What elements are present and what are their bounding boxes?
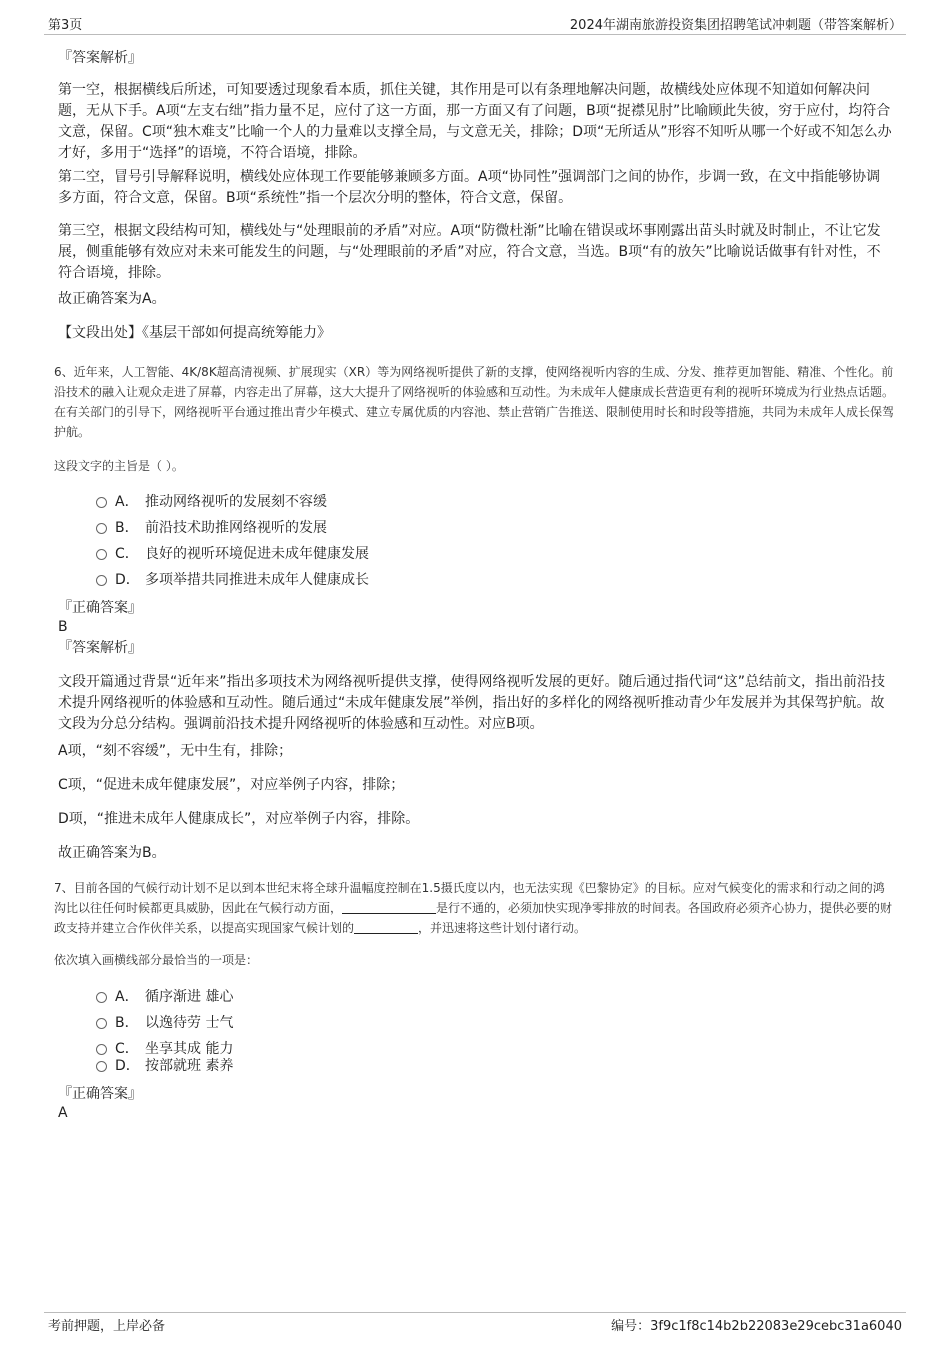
q5-analysis-p2: 第二空，冒号引导解释说明，横线处应体现工作要能够兼顾多方面。A项“协同性”强调部门之间的协作，步调一致，在文中指能够协调多方面，符合文意，保留。B项“系统性”指一个层次分明的整体，符合文意，保留。 <box>58 169 881 206</box>
q6-answer-title: 『正确答案』 <box>58 600 142 616</box>
q6-stem: 6、近年来，人工智能、4K/8K超高清视频、扩展现实（XR）等为网络视听提供了新的支撑，使网络视听内容的生成、分发、推荐更加智能、精准、个性化。前沿技术的融入让观众走进了屏幕，内容走出了屏幕，这大大提升了网络视听的体验感和互动性。为未成年人健康成长营造更有利的视听环境成为行业热点话题。在有关部门的引导下，网络视听平台通过推出青少年模式、建立专属优质的内容池、禁止营销广告推送、限制使用时长和时段等措施，共同为未成年人成长保驾护航。 <box>54 365 895 439</box>
footer-slogan: 考前押题，上岸必备 <box>48 1319 166 1334</box>
radio-icon[interactable] <box>96 523 107 534</box>
radio-icon[interactable] <box>96 992 107 1003</box>
q6-answer: B <box>58 619 68 635</box>
q7-question: 依次填入画横线部分最恰当的一项是： <box>54 953 259 967</box>
radio-icon[interactable] <box>96 497 107 508</box>
q6-option-a[interactable]: A． 推动网络视听的发展刻不容缓 <box>96 492 327 512</box>
radio-icon[interactable] <box>96 1018 107 1029</box>
blank-2 <box>354 921 418 934</box>
q6-analysis-a: A项，“刻不容缓”，无中生有，排除； <box>58 743 293 759</box>
page-footer <box>44 1312 906 1335</box>
q6-analysis-d: D项，“推进未成年人健康成长”，对应举例子内容，排除。 <box>58 811 420 827</box>
q6-analysis-title: 『答案解析』 <box>58 640 142 656</box>
q5-analysis-p1: 第一空，根据横线后所述，可知要透过现象看本质，抓住关键，其作用是可以有条理地解决问题，故横线处应体现不知道如何解决问题，无从下手。A项“左支右绌”指力量不足，应付了这一方面，那一方面又有了问题，B项“捉襟见肘”比喻顾此失彼，穷于应付，均符合文意，保留。C项“独木难支”比喻一个人的力量难以支撑全局，与文意无关，排除；D项“无所适从”形容不知听从哪一个好或不知怎么办才好，多用于“选择”的语境，不符合语境，排除。 <box>58 82 892 161</box>
q6-analysis-p1: 文段开篇通过背景“近年来”指出多项技术为网络视听提供支撑，使得网络视听发展的更好。随后通过指代词“这”总结前文，指出前沿技术提升网络视听的体验感和互动性。随后通过“未成年健康发展”举例，指出好的多样化的网络视听推动青少年发展并为其保驾护航。故文段为分总分结构。强调前沿技术提升网络视听的体验感和互动性。对应B项。 <box>58 674 886 732</box>
q6-question: 这段文字的主旨是（ ）。 <box>54 459 184 473</box>
q5-source: 【文段出处】《基层干部如何提高统筹能力》 <box>58 325 331 341</box>
blank-1 <box>342 901 436 914</box>
q7-stem: 7、目前各国的气候行动计划不足以到本世纪末将全球升温幅度控制在1.5摄氏度以内，也无法实现《巴黎协定》的目标。应对气候变化的需求和行动之间的鸿沟比以往任何时候都更具威胁，因此在气候行动方面， 是行不通的，必须加快实现净零排放的时间表。各国政府必须齐心协力，提供必要的财政支持并建立合作伙伴关系，以提高实现国家气候计划的 ，并迅速将这些计划付诸行动。 <box>54 881 893 935</box>
q7-option-d[interactable]: D． 按部就班 素养 <box>96 1056 233 1076</box>
q6-option-d[interactable]: D． 多项举措共同推进未成年人健康成长 <box>96 570 369 590</box>
q6-option-c[interactable]: C． 良好的视听环境促进未成年健康发展 <box>96 544 369 564</box>
document-title: 2024年湖南旅游投资集团招聘笔试冲刺题（带答案解析） <box>569 18 902 33</box>
radio-icon[interactable] <box>96 1044 107 1055</box>
q7-option-a[interactable]: A． 循序渐进 雄心 <box>96 987 233 1007</box>
q5-analysis-p3: 第三空，根据文段结构可知，横线处与“处理眼前的矛盾”对应。A项“防微杜渐”比喻在错误或坏事刚露出苗头时就及时制止，不让它发展，侧重能够有效应对未来可能发生的问题，与“处理眼前的矛盾”对应，符合文意，当选。B项“有的放矢”比喻说话做事有针对性，不符合语境，排除。 <box>58 223 881 281</box>
document-code: 编号：3f9c1f8c14b2b22083e29cebc31a6040 <box>611 1319 902 1334</box>
page-header <box>44 14 906 35</box>
page-number: 第3页 <box>48 18 83 33</box>
q6-option-b[interactable]: B． 前沿技术助推网络视听的发展 <box>96 518 327 538</box>
q5-conclusion: 故正确答案为A。 <box>58 291 166 307</box>
q7-answer-title: 『正确答案』 <box>58 1086 142 1102</box>
radio-icon[interactable] <box>96 1061 107 1072</box>
q7-answer: A <box>58 1105 68 1121</box>
q7-option-b[interactable]: B． 以逸待劳 士气 <box>96 1013 233 1033</box>
radio-icon[interactable] <box>96 575 107 586</box>
radio-icon[interactable] <box>96 549 107 560</box>
q6-conclusion: 故正确答案为B。 <box>58 845 166 861</box>
q6-analysis-c: C项，“促进未成年健康发展”，对应举例子内容，排除； <box>58 777 405 793</box>
q5-analysis-title: 『答案解析』 <box>58 50 142 66</box>
q7-option-c[interactable]: C． 坐享其成 能力 <box>96 1039 233 1059</box>
